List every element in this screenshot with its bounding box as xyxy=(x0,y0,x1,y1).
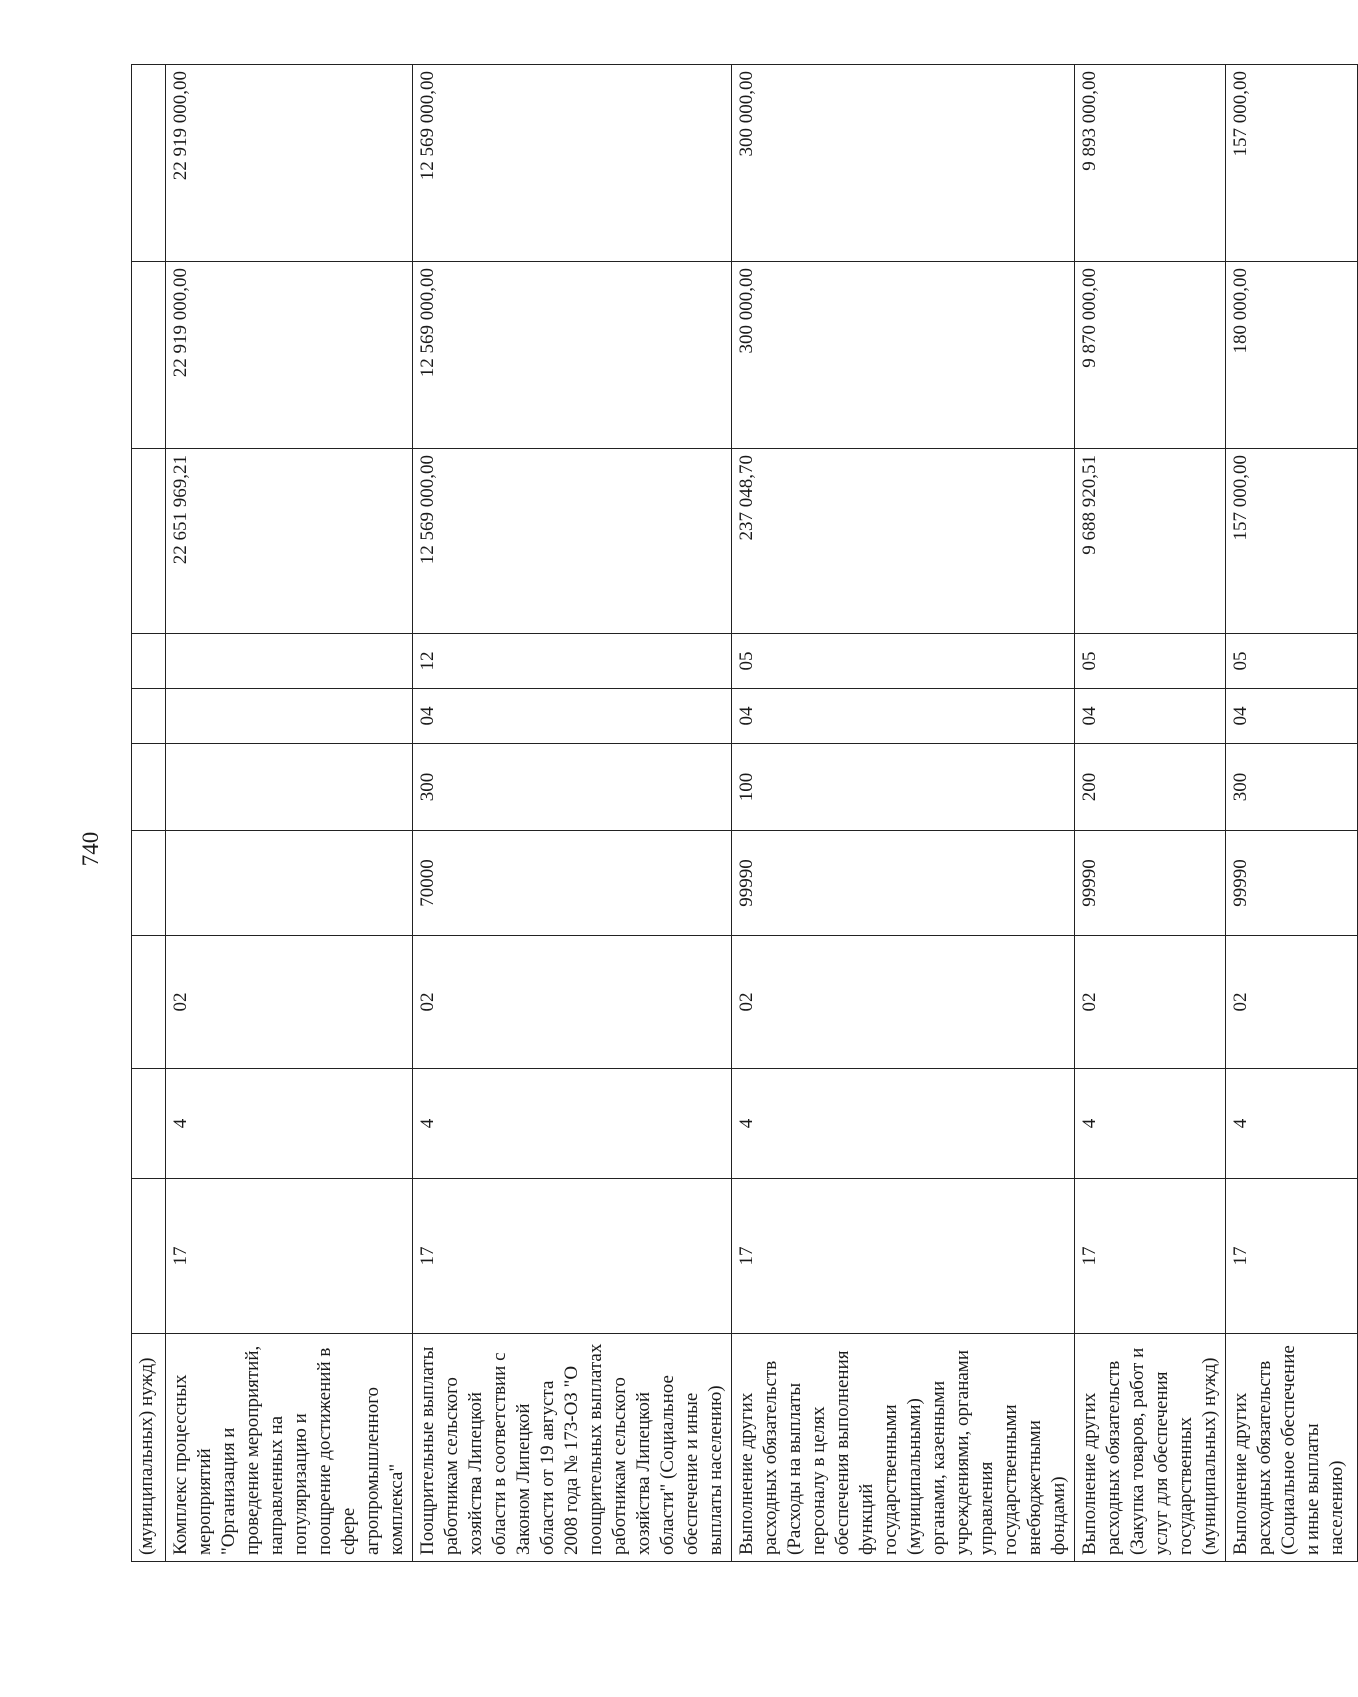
cell-code-5 xyxy=(132,744,166,831)
table-row xyxy=(1075,65,1226,1562)
cell-code-2: 4 xyxy=(1226,1069,1358,1179)
cell-code-6 xyxy=(132,689,166,744)
cell-code-4 xyxy=(166,831,413,936)
cell-code-3: 02 xyxy=(413,936,732,1069)
cell-code-2: 4 xyxy=(413,1069,732,1179)
cell-amount-3: 22 919 000,00 xyxy=(166,65,413,262)
page-number: 740 xyxy=(78,831,103,867)
cell-amount-1 xyxy=(132,449,166,634)
cell-amount-3: 157 000,00 xyxy=(1226,65,1358,262)
cell-code-4: 70000 xyxy=(413,831,732,936)
cell-code-5: 200 xyxy=(1075,744,1226,831)
table-row xyxy=(413,65,732,1562)
row-name: Поощрительные выплаты работникам сельского хозяйства Липецкой области в соответствии с Законом Липецкой области от 19 августа 2008 года № 173-ОЗ "О поощрительных выплатах работникам сельского хозяйства Липецкой области" (Социальное обеспечение и иные выплаты населению) xyxy=(413,1334,732,1562)
cell-code-5: 300 xyxy=(1226,744,1358,831)
cell-code-6 xyxy=(166,689,413,744)
row-name: Выполнение других расходных обязательств (Социальное обеспечение и иные выплаты населению) xyxy=(1226,1334,1358,1562)
cell-code-7 xyxy=(132,634,166,689)
cell-code-6: 04 xyxy=(413,689,732,744)
cell-code-3: 02 xyxy=(1226,936,1358,1069)
cell-code-4 xyxy=(132,831,166,936)
table-row xyxy=(166,65,413,1562)
cell-code-7: 05 xyxy=(1226,634,1358,689)
cell-code-5: 300 xyxy=(413,744,732,831)
cell-amount-2: 300 000,00 xyxy=(732,262,1075,449)
cell-amount-2: 12 569 000,00 xyxy=(413,262,732,449)
cell-amount-2: 180 000,00 xyxy=(1226,262,1358,449)
cell-code-2 xyxy=(132,1069,166,1179)
cell-amount-2: 22 919 000,00 xyxy=(166,262,413,449)
cell-amount-2 xyxy=(132,262,166,449)
cell-code-7: 05 xyxy=(732,634,1075,689)
cell-code-4: 99990 xyxy=(1226,831,1358,936)
cell-amount-2: 9 870 000,00 xyxy=(1075,262,1226,449)
cell-code-5: 100 xyxy=(732,744,1075,831)
row-name: Выполнение других расходных обязательств (Закупка товаров, работ и услуг для обеспечения государственных (муниципальных) нужд) xyxy=(1075,1334,1226,1562)
cell-code-2: 4 xyxy=(166,1069,413,1179)
cell-amount-1: 12 569 000,00 xyxy=(413,449,732,634)
cell-code-6: 04 xyxy=(1075,689,1226,744)
cell-code-1: 17 xyxy=(1075,1179,1226,1334)
cell-code-3: 02 xyxy=(166,936,413,1069)
cell-code-1: 17 xyxy=(1226,1179,1358,1334)
table-row xyxy=(732,65,1075,1562)
table-row xyxy=(1226,65,1358,1562)
cell-code-6: 04 xyxy=(732,689,1075,744)
cell-code-7: 12 xyxy=(413,634,732,689)
cell-code-3 xyxy=(132,936,166,1069)
cell-code-2: 4 xyxy=(732,1069,1075,1179)
cell-code-1: 17 xyxy=(166,1179,413,1334)
cell-amount-3: 300 000,00 xyxy=(732,65,1075,262)
cell-code-4: 99990 xyxy=(732,831,1075,936)
cell-amount-3 xyxy=(132,65,166,262)
cell-amount-1: 22 651 969,21 xyxy=(166,449,413,634)
cell-code-4: 99990 xyxy=(1075,831,1226,936)
table-row xyxy=(132,65,166,1562)
cell-code-1: 17 xyxy=(413,1179,732,1334)
budget-table xyxy=(131,64,1358,1562)
row-name: Выполнение других расходных обязательств (Расходы на выплаты персоналу в целях обеспечения выполнения функций государственными (муниципальными) органами, казенными учреждениями, органами управления государственными внебюджетными фондами) xyxy=(732,1334,1075,1562)
cell-amount-1: 157 000,00 xyxy=(1226,449,1358,634)
cell-amount-1: 237 048,70 xyxy=(732,449,1075,634)
cell-code-5 xyxy=(166,744,413,831)
row-name: Комплекс процессных мероприятий "Организация и проведение мероприятий, направленных на популяризацию и поощрение достижений в сфере агропромышленного комплекса" xyxy=(166,1334,413,1562)
cell-code-3: 02 xyxy=(1075,936,1226,1069)
cell-code-7: 05 xyxy=(1075,634,1226,689)
cell-code-6: 04 xyxy=(1226,689,1358,744)
budget-table-page xyxy=(131,65,1347,1562)
cell-code-3: 02 xyxy=(732,936,1075,1069)
cell-amount-1: 9 688 920,51 xyxy=(1075,449,1226,634)
cell-amount-3: 9 893 000,00 xyxy=(1075,65,1226,262)
cell-code-2: 4 xyxy=(1075,1069,1226,1179)
cell-amount-3: 12 569 000,00 xyxy=(413,65,732,262)
cell-code-7 xyxy=(166,634,413,689)
cell-code-1: 17 xyxy=(732,1179,1075,1334)
row-name: (муниципальных) нужд) xyxy=(132,1334,166,1562)
cell-code-1 xyxy=(132,1179,166,1334)
